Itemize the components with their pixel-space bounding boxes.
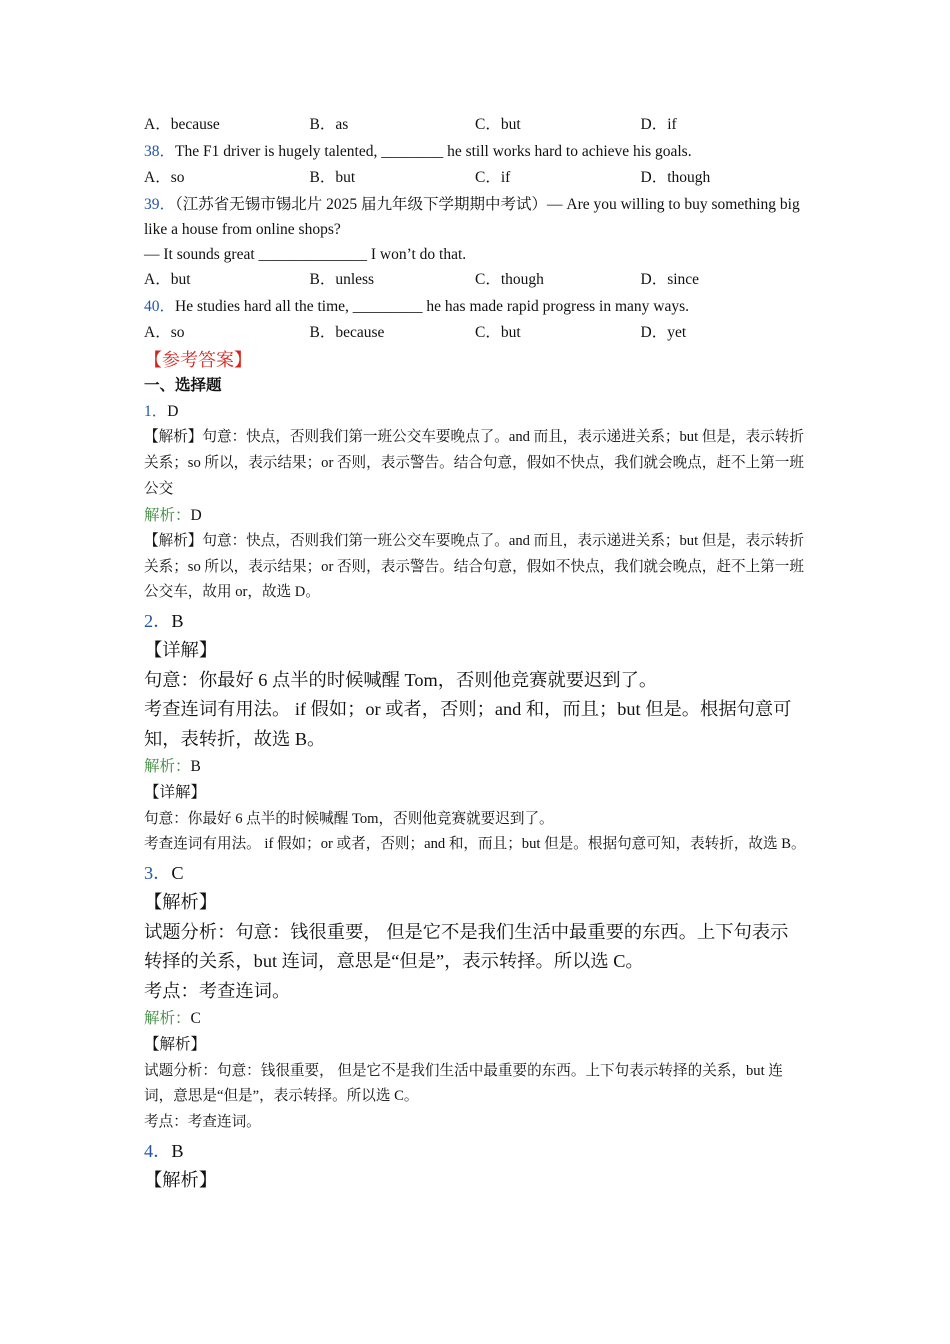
q40-question	[144, 294, 806, 320]
q38-text: The F1 driver is hugely talented, ________ he still works hard to achieve his goals.	[175, 142, 692, 160]
answer-3-analysis-label: 【解析】	[144, 892, 218, 913]
q38-options	[144, 165, 806, 192]
analysis-label: 解析：	[144, 1010, 191, 1028]
q37-option-c[interactable]: C．but	[475, 116, 521, 133]
answer-2-detail-2: 考查连词有用法。 if 假如；or 或者，否则；and 和，而且；but 但是。根据句意可知，表转折，故选 B。	[144, 699, 792, 749]
analysis-answer: B	[190, 758, 201, 776]
answer-1-analysis-2: 【解析】句意：快点，否则我们第一班公交车要晚点了。and 而且，表示递进关系；but 但是，表示转折关系；so 所以，表示结果；or 否则，表示警告。结合句意，假如不快点，我们就会晚点，赶不上第一班公交车，故用 or，故选 D。	[144, 532, 804, 601]
q39-text: （江苏省无锡市锡北片 2025 届九年级下学期期中考试）— Are you willing to buy something big like a house from online shops?	[144, 195, 800, 238]
q37-options	[144, 112, 806, 139]
q39-option-b[interactable]: B．unless	[309, 271, 375, 289]
answer-2-detail-label: 【详解】	[144, 640, 218, 661]
q38-number: 38．	[144, 142, 176, 160]
document-page	[144, 112, 806, 1196]
section-title: 一、选择题	[144, 377, 222, 395]
analysis-label: 解析：	[144, 506, 191, 524]
answer-4	[144, 1136, 806, 1166]
answer-2-small-2: 考查连词有用法。 if 假如；or 或者，否则；and 和，而且；but 但是。根据句意可知，表转折，故选 B。	[144, 836, 806, 853]
answer-2-choice: B	[171, 611, 184, 632]
answer-1-number: 1．	[144, 403, 168, 421]
analysis-answer: C	[190, 1010, 201, 1028]
q37-option-a[interactable]: A．because	[144, 116, 220, 133]
analysis-label: 解析：	[144, 758, 191, 776]
answer-2-detail-label-2: 【详解】	[144, 784, 207, 802]
q39-question	[144, 192, 806, 242]
q40-options	[144, 320, 806, 347]
q39-option-d[interactable]: D．since	[640, 271, 700, 289]
answer-1-label	[144, 503, 806, 529]
answer-3-small-2: 考点：考查连词。	[144, 1114, 261, 1131]
answer-1	[144, 399, 806, 425]
answer-3-choice: C	[171, 863, 184, 884]
answer-3-analysis-label-2: 【解析】	[144, 1036, 207, 1054]
q37-option-b[interactable]: B．as	[309, 116, 349, 133]
answer-2-small-1: 句意：你最好 6 点半的时候喊醒 Tom，否则他竞赛就要迟到了。	[144, 810, 554, 827]
q39-reply: — It sounds great ______________ I won’t do that.	[144, 245, 467, 263]
answer-3-small-1: 试题分析：句意：钱很重要， 但是它不是我们生活中最重要的东西。上下句表示转择的关系，but 连词，意思是“但是”，表示转择。所以选 C。	[144, 1062, 783, 1105]
analysis-answer: D	[190, 506, 202, 524]
q40-option-a[interactable]: A．so	[144, 324, 185, 342]
answer-1-choice: D	[167, 403, 179, 421]
answer-4-analysis-label: 【解析】	[144, 1170, 218, 1191]
answer-3	[144, 858, 806, 888]
q40-number: 40．	[144, 298, 176, 316]
q39-option-a[interactable]: A．but	[144, 271, 191, 289]
answer-3-number: 3．	[144, 863, 172, 884]
answer-3-detail-2: 考点：考查连词。	[144, 980, 291, 1001]
q39-options	[144, 267, 806, 294]
q38-option-a[interactable]: A．so	[144, 169, 185, 186]
answer-4-choice: B	[171, 1141, 184, 1162]
q40-text: He studies hard all the time, _________ he has made rapid progress in many ways.	[175, 298, 689, 316]
q38-option-b[interactable]: B．but	[309, 169, 356, 186]
q39-option-c[interactable]: C．though	[475, 271, 544, 289]
answer-2-detail-1: 句意：你最好 6 点半的时候喊醒 Tom，否则他竞赛就要迟到了。	[144, 669, 658, 690]
answer-2-number: 2．	[144, 611, 172, 632]
q40-option-c[interactable]: C．but	[475, 324, 521, 342]
answer-3-label	[144, 1006, 806, 1032]
answer-4-number: 4．	[144, 1141, 172, 1162]
q38-question	[144, 139, 806, 165]
answer-3-detail-1: 试题分析：句意：钱很重要， 但是它不是我们生活中最重要的东西。上下句表示转择的关系，but 连词，意思是“但是”，表示转择。所以选 C。	[144, 921, 789, 972]
answer-2	[144, 606, 806, 636]
q39-number: 39．	[144, 195, 176, 213]
q38-option-d[interactable]: D．though	[640, 169, 711, 186]
q40-option-b[interactable]: B．because	[309, 324, 385, 342]
q37-option-d[interactable]: D．if	[640, 116, 677, 133]
answer-2-label	[144, 754, 806, 780]
q38-option-c[interactable]: C．if	[475, 169, 511, 186]
answer-1-analysis: 【解析】句意：快点，否则我们第一班公交车要晚点了。and 而且，表示递进关系；but 但是，表示转折关系；so 所以，表示结果；or 否则，表示警告。结合句意，假如不快点，我们就会晚点，赶不上第一班公交	[144, 429, 804, 497]
answer-header: 【参考答案】	[144, 350, 252, 371]
q40-option-d[interactable]: D．yet	[640, 324, 687, 342]
